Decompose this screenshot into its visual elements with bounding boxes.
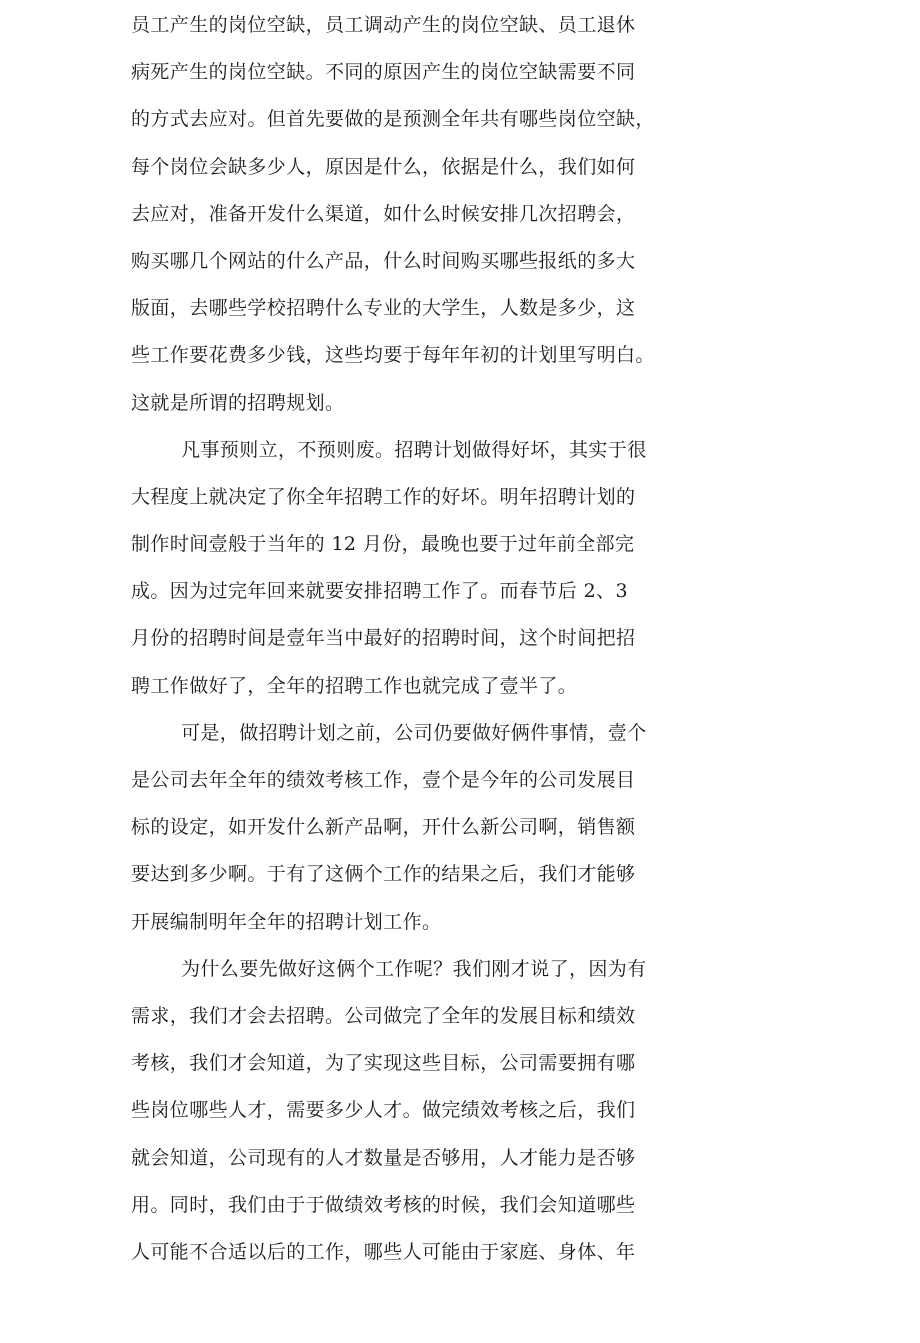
text-line: 员工产生的岗位空缺，员工调动产生的岗位空缺、员工退休 (131, 14, 636, 36)
text-line: 购买哪几个网站的什么产品，什么时间购买哪些报纸的多大 (131, 249, 636, 272)
text-line: 病死产生的岗位空缺。不同的原因产生的岗位空缺需要不同 (131, 61, 636, 84)
paragraph-3 (131, 710, 651, 946)
text-line: 凡事预则立，不预则废。招聘计划做得好坏，其实于很 (181, 438, 647, 461)
text-line: 就会知道，公司现有的人才数量是否够用，人才能力是否够 (131, 1146, 636, 1169)
text-line: 标的设定，如开发什么新产品啊，开什么新公司啊，销售额 (131, 816, 636, 839)
text-line: 聘工作做好了，全年的招聘工作也就完成了壹半了。 (131, 674, 578, 697)
text-line: 是公司去年全年的绩效考核工作，壹个是今年的公司发展目 (131, 769, 636, 791)
text-line: 的方式去应对。但首先要做的是预测全年共有哪些岗位空缺， (131, 108, 655, 131)
paragraph-2 (131, 427, 651, 710)
text-line: 要达到多少啊。于有了这俩个工作的结果之后，我们才能够 (131, 863, 636, 886)
text-line: 这就是所谓的招聘规划。 (131, 391, 345, 414)
paragraph-4 (131, 946, 651, 1276)
text-line: 去应对，准备开发什么渠道，如什么时候安排几次招聘会， (131, 202, 636, 225)
text-line: 用。同时，我们由于于做绩效考核的时候，我们会知道哪些 (131, 1193, 636, 1216)
text-line: 人可能不合适以后的工作，哪些人可能由于家庭、身体、年 (131, 1240, 636, 1263)
text-line: 开展编制明年全年的招聘计划工作。 (131, 910, 442, 933)
text-line: 月份的招聘时间是壹年当中最好的招聘时间，这个时间把招 (131, 627, 636, 650)
text-line: 些工作要花费多少钱，这些均要于每年年初的计划里写明白。 (131, 344, 655, 367)
text-line: 版面，去哪些学校招聘什么专业的大学生，人数是多少，这 (131, 297, 636, 320)
text-line: 需求，我们才会去招聘。公司做完了全年的发展目标和绩效 (131, 1004, 636, 1027)
text-line: 考核，我们才会知道，为了实现这些目标，公司需要拥有哪 (131, 1052, 636, 1075)
text-line: 些岗位哪些人才，需要多少人才。做完绩效考核之后，我们 (131, 1099, 636, 1122)
text-line: 可是，做招聘计划之前，公司仍要做好俩件事情，壹个 (181, 721, 647, 744)
text-line: 为什么要先做好这俩个工作呢？我们刚才说了，因为有 (181, 957, 647, 980)
body-text (131, 2, 655, 1276)
text-line: 大程度上就决定了你全年招聘工作的好坏。明年招聘计划的 (131, 485, 636, 508)
text-line: 制作时间壹般于当年的 12 月份，最晚也要于过年前全部完 (131, 533, 635, 556)
text-line: 成。因为过完年回来就要安排招聘工作了。而春节后 2、3 (131, 580, 629, 603)
text-line: 每个岗位会缺多少人，原因是什么，依据是什么，我们如何 (131, 155, 636, 178)
paragraph-1 (131, 2, 655, 427)
